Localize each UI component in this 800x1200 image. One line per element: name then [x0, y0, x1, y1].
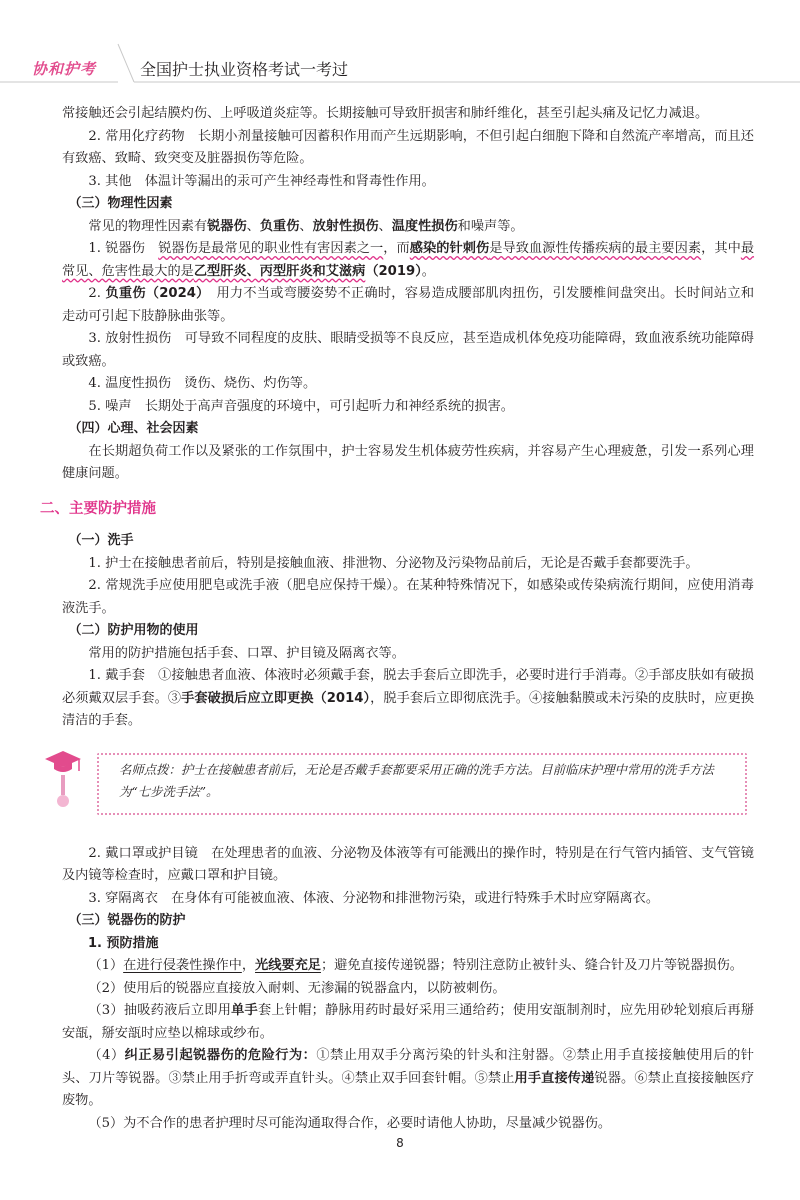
brand-logo: 协和护考 — [32, 60, 97, 78]
subheading: （四）心理、社会因素 — [68, 421, 199, 436]
tip-box — [59, 747, 745, 817]
paragraph: （2）使用后的锐器应直接放入耐刺、无渗漏的锐器盒内，以防被刺伤。 — [88, 980, 506, 996]
paragraph: （5）为不合作的患者护理时尽可能沟通取得合作，必要时请他人协助，尽量减少锐器伤。 — [88, 1115, 612, 1131]
page-content — [40, 103, 755, 1135]
paragraph: 常见的物理性因素有锐器伤、负重伤、放射性损伤、温度性损伤和噪声等。 — [88, 218, 524, 234]
paragraph: 3. 其他 体温计等漏出的汞可产生神经毒性和肾毒性作用。 — [88, 173, 435, 189]
paragraph: （1）在进行侵袭性操作中，光线要充足；避免直接传递锐器；特别注意防止被针头、缝合针及刀片等锐器损伤。 — [88, 958, 743, 973]
paragraph: （3）抽吸药液后立即用单手套上针帽；静脉用药时最好采用三通给药；使用安瓿制剂时，应先用砂轮划痕后再掰安瓿，掰安瓿时应垫以棉球或纱布。 — [62, 1003, 755, 1041]
subheading: （二）防护用物的使用 — [68, 623, 199, 638]
section-heading: 二、主要防护措施 — [40, 500, 156, 517]
subheading-numbered: 1. 预防措施 — [88, 935, 159, 951]
tip-text: 名师点拨：护士在接触患者前后，无论是否戴手套都要采用正确的洗手方法。目前临床护理中常用的洗手方法为“七步洗手法”。 — [119, 761, 714, 799]
paragraph: 4. 温度性损伤 烫伤、烧伤、灼伤等。 — [88, 376, 317, 391]
subheading: （一）洗手 — [68, 533, 134, 548]
paragraph: （4）纠正易引起锐器伤的危险行为：①禁止用双手分离污染的针头和注射器。②禁止用手直接接触使用后的针头、刀片等锐器。③禁止用手折弯或弄直针头。④禁止双手回套针帽。⑤禁止用手直接传递锐器。⑥禁止直接接触医疗废物。 — [62, 1048, 755, 1108]
graduation-cap-icon — [41, 745, 85, 815]
paragraph: 5. 噪声 长期处于高声音强度的环境中，可引起听力和神经系统的损害。 — [88, 398, 514, 414]
paragraph: 3. 穿隔离衣 在身体有可能被血液、体液、分泌物和排泄物污染，或进行特殊手术时应穿隔离衣。 — [88, 890, 660, 906]
paragraph: 1. 锐器伤 锐器伤是最常见的职业性有害因素之一，而感染的针刺伤是导致血源性传播疾病的最主要因素，其中最常见、危害性最大的是乙型肝炎、丙型肝炎和艾滋病（2019）。 — [62, 241, 755, 279]
paragraph: 在长期超负荷工作以及紧张的工作氛围中，护士容易发生机体疲劳性疾病，并容易产生心理疲惫，引发一系列心理健康问题。 — [62, 443, 754, 481]
subheading: （三）锐器伤的防护 — [68, 913, 186, 928]
paragraph: 2. 常用化疗药物 长期小剂量接触可因蓄积作用而产生远期影响，不但引起白细胞下降和自然流产率增高，而且还有致癌、致畸、致突变及脏器损伤等危险。 — [62, 128, 754, 166]
header-title: 全国护士执业资格考试一考过 — [140, 60, 349, 79]
paragraph: 常接触还会引起结膜灼伤、上呼吸道炎症等。长期接触可导致肝损害和肺纤维化，甚至引起头痛及记忆力减退。 — [62, 106, 709, 121]
subheading: （三）物理性因素 — [68, 196, 173, 211]
paragraph: 3. 放射性损伤 可导致不同程度的皮肤、眼睛受损等不良反应，甚至造成机体免疫功能障碍，致血液系统功能障碍或致癌。 — [62, 331, 754, 369]
paragraph: 2. 常规洗手应使用肥皂或洗手液（肥皂应保持干燥）。在某种特殊情况下，如感染或传染病流行期间，应使用消毒液洗手。 — [62, 578, 754, 616]
paragraph: 2. 负重伤（2024） 用力不当或弯腰姿势不正确时，容易造成腰部肌肉扭伤，引发腰椎间盘突出。长时间站立和走动可引起下肢静脉曲张等。 — [62, 286, 755, 324]
page-header — [0, 0, 800, 104]
page-number: 8 — [396, 1136, 404, 1150]
paragraph: 2. 戴口罩或护目镜 在处理患者的血液、分泌物及体液等有可能溅出的操作时，特别是在行气管内插管、支气管镜及内镜等检查时，应戴口罩和护目镜。 — [62, 845, 754, 883]
header-rule — [0, 0, 800, 104]
paragraph: 1. 护士在接触患者前后，特别是接触血液、排泄物、分泌物及污染物品前后，无论是否戴手套都要洗手。 — [88, 555, 699, 571]
paragraph: 常用的防护措施包括手套、口罩、护目镜及隔离衣等。 — [88, 645, 405, 661]
paragraph: 1. 戴手套 ①接触患者血液、体液时必须戴手套，脱去手套后立即洗手，必要时进行手消毒。②手部皮肤如有破损必须戴双层手套。③手套破损后应立即更换（2014），脱手套后立即彻底洗手。④接触黏膜或未污染的皮肤时，应更换清洁的手套。 — [62, 668, 754, 728]
